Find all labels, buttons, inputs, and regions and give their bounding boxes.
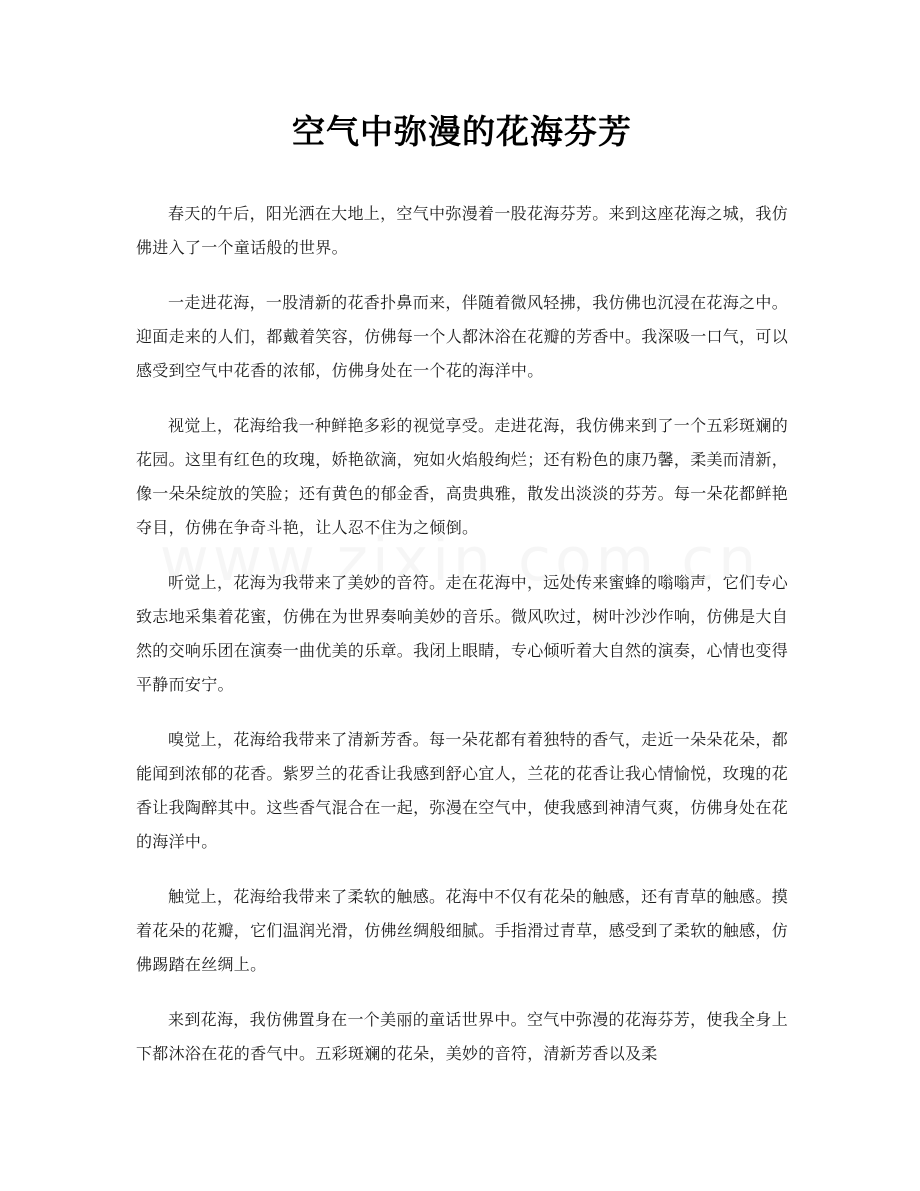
paragraph-7: 来到花海，我仿佛置身在一个美丽的童话世界中。空气中弥漫的花海芬芳，使我全身上下都沐浴在花的香气中。五彩斑斓的花朵，美妙的音符，清新芳香以及柔 <box>136 1010 788 1063</box>
paragraph-1: 春天的午后，阳光洒在大地上，空气中弥漫着一股花海芬芳。来到这座花海之城，我仿佛进入了一个童话般的世界。 <box>136 204 788 257</box>
document-body <box>136 197 788 1071</box>
paragraph-3: 视觉上，花海给我一种鲜艳多彩的视觉享受。走进花海，我仿佛来到了一个五彩斑斓的花园。这里有红色的玫瑰，娇艳欲滴，宛如火焰般绚烂；还有粉色的康乃馨，柔美而清新，像一朵朵绽放的笑脸；还有黄色的郁金香，高贵典雅，散发出淡淡的芬芳。每一朵花都鲜艳夺目，仿佛在争奇斗艳，让人忍不住为之倾倒。 <box>136 416 789 537</box>
paragraph-5: 嗅觉上，花海给我带来了清新芳香。每一朵花都有着独特的香气，走近一朵朵花朵，都能闻到浓郁的花香。紫罗兰的花香让我感到舒心宜人，兰花的花香让我心情愉悦，玫瑰的花香让我陶醉其中。这些香气混合在一起，弥漫在空气中，使我感到神清气爽，仿佛身处在花的海洋中。 <box>136 730 789 851</box>
document-title: 空气中弥漫的花海芬芳 <box>292 112 632 151</box>
paragraph-2: 一走进花海，一股清新的花香扑鼻而来，伴随着微风轻拂，我仿佛也沉浸在花海之中。迎面走来的人们，都戴着笑容，仿佛每一个人都沐浴在花瓣的芳香中。我深吸一口气，可以感受到空气中花香的浓郁，仿佛身处在一个花的海洋中。 <box>136 293 789 380</box>
paragraph-6: 触觉上，花海给我带来了柔软的触感。花海中不仅有花朵的触感，还有青草的触感。摸着花朵的花瓣，它们温润光滑，仿佛丝绸般细腻。手指滑过青草，感受到了柔软的触感，仿佛踢踏在丝绸上。 <box>136 887 789 974</box>
paragraph-4: 听觉上，花海为我带来了美妙的音符。走在花海中，远处传来蜜蜂的嗡嗡声，它们专心致志地采集着花蜜，仿佛在为世界奏响美妙的音乐。微风吹过，树叶沙沙作响，仿佛是大自然的交响乐团在演奏一曲优美的乐章。我闭上眼睛，专心倾听着大自然的演奏，心情也变得平静而安宁。 <box>136 573 789 694</box>
